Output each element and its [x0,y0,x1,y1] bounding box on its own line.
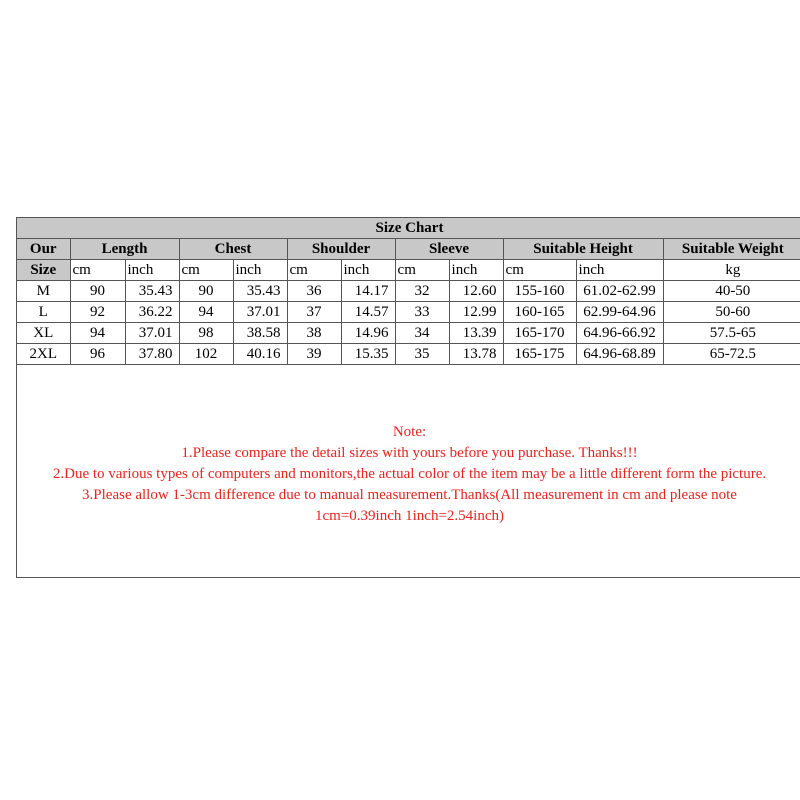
cell-height-cm: 165-170 [503,323,576,344]
note-line-4: 1cm=0.39inch 1inch=2.54inch) [315,508,504,524]
cell-sleeve-inch: 13.78 [449,344,503,365]
unit-kg: kg [663,260,800,281]
cell-sleeve-inch: 12.60 [449,281,503,302]
cell-length-cm: 90 [70,281,125,302]
cell-shoulder-cm: 39 [287,344,341,365]
cell-height-inch: 64.96-66.92 [576,323,663,344]
cell-size: XL [17,323,70,344]
cell-size: M [17,281,70,302]
cell-sleeve-cm: 35 [395,344,449,365]
cell-height-inch: 62.99-64.96 [576,302,663,323]
header-sleeve: Sleeve [395,239,503,260]
cell-height-cm: 165-175 [503,344,576,365]
cell-chest-cm: 90 [179,281,233,302]
unit-cm: cm [503,260,576,281]
cell-chest-inch: 35.43 [233,281,287,302]
cell-size: L [17,302,70,323]
size-chart-frame [16,217,800,578]
cell-length-inch: 36.22 [125,302,179,323]
cell-chest-cm: 94 [179,302,233,323]
cell-height-cm: 160-165 [503,302,576,323]
cell-length-inch: 37.01 [125,323,179,344]
cell-length-cm: 96 [70,344,125,365]
header-shoulder: Shoulder [287,239,395,260]
cell-shoulder-inch: 14.96 [341,323,395,344]
size-rows [17,281,800,365]
cell-weight-kg: 40-50 [663,281,800,302]
unit-inch: inch [233,260,287,281]
note-heading: Note: [392,424,427,440]
header-length: Length [70,239,179,260]
cell-height-inch: 61.02-62.99 [576,281,663,302]
header-suitable-weight: Suitable Weight [663,239,800,260]
cell-shoulder-inch: 15.35 [341,344,395,365]
cell-chest-inch: 38.58 [233,323,287,344]
cell-chest-cm: 102 [179,344,233,365]
unit-cm: cm [395,260,449,281]
cell-weight-kg: 50-60 [663,302,800,323]
unit-inch: inch [576,260,663,281]
header-suitable-height: Suitable Height [503,239,663,260]
cell-shoulder-cm: 37 [287,302,341,323]
table-row [17,302,800,323]
unit-inch: inch [125,260,179,281]
cell-length-cm: 94 [70,323,125,344]
cell-length-inch: 35.43 [125,281,179,302]
cell-chest-inch: 40.16 [233,344,287,365]
unit-cm: cm [179,260,233,281]
unit-cm: cm [70,260,125,281]
note-line-2: 2.Due to various types of computers and monitors,the actual color of the item may be a little different form the picture. [52,466,767,482]
cell-weight-kg: 65-72.5 [663,344,800,365]
cell-length-inch: 37.80 [125,344,179,365]
table-row [17,344,800,365]
cell-shoulder-inch: 14.57 [341,302,395,323]
cell-shoulder-cm: 38 [287,323,341,344]
cell-chest-cm: 98 [179,323,233,344]
header-our: Our [17,239,70,260]
cell-length-cm: 92 [70,302,125,323]
cell-sleeve-inch: 12.99 [449,302,503,323]
cell-size: 2XL [17,344,70,365]
cell-shoulder-inch: 14.17 [341,281,395,302]
cell-height-inch: 64.96-68.89 [576,344,663,365]
cell-height-cm: 155-160 [503,281,576,302]
unit-cm: cm [287,260,341,281]
cell-sleeve-cm: 32 [395,281,449,302]
table-row [17,323,800,344]
size-table [17,239,800,365]
cell-chest-inch: 37.01 [233,302,287,323]
unit-inch: inch [341,260,395,281]
table-row [17,281,800,302]
header-row-groups [17,239,800,260]
header-size: Size [17,260,70,281]
cell-sleeve-cm: 33 [395,302,449,323]
header-chest: Chest [179,239,287,260]
note-line-1: 1.Please compare the detail sizes with yours before you purchase. Thanks!!! [181,445,638,461]
cell-weight-kg: 57.5-65 [663,323,800,344]
cell-shoulder-cm: 36 [287,281,341,302]
size-chart-title: Size Chart [17,218,800,239]
cell-sleeve-cm: 34 [395,323,449,344]
notes [17,422,800,527]
header-row-units [17,260,800,281]
unit-inch: inch [449,260,503,281]
note-line-3: 3.Please allow 1-3cm difference due to manual measurement.Thanks(All measurement in cm and please note [82,487,737,503]
cell-sleeve-inch: 13.39 [449,323,503,344]
